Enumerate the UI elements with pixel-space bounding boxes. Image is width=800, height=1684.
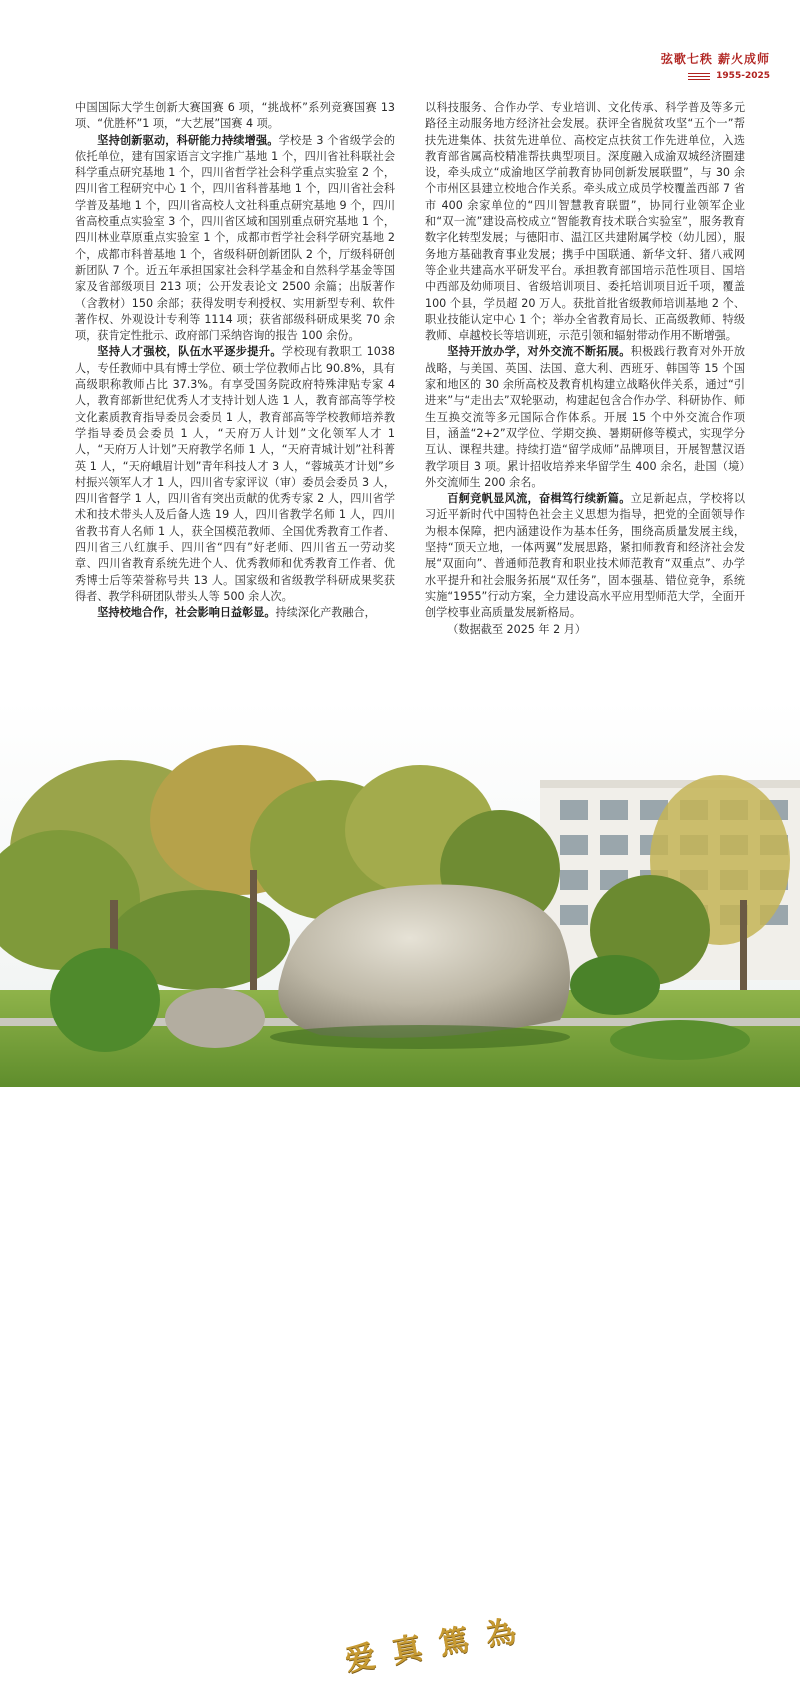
- paragraph-lead: 坚持创新驱动，科研能力持续增强。: [97, 133, 279, 147]
- paragraph: 坚持人才强校，队伍水平逐步提升。学校现有教职工 1038 人，专任教师中具有博士学位、硕士学位教师占比 90.8%，具有高级职称教师占比 37.3%。有享受国务院政府特殊津贴专家 4 人，教育部新世纪优秀人才支持计划人选 1 人，教育部高等学校文化素质教育指导委员会委员 1 人，教育部高等学校教师培养教学指导委员会委员 1 人，“天府万人计划”文化领军人才 1 人，“天府万人计划”天府教学名师 1 人，“天府青城计划”社科菁英 1 人，“天府峨眉计划”青年科技人才 3 人，“蓉城英才计划”乡村振兴领军人才 1 人，四川省专家评议（审）委员会委员 3 人，四川省督学 1 人，四川省有突出贡献的优秀专家 2 人，四川省学术和技术带头人及后备人选 19 人，四川省教学名师 1 人，四川省教书育人名师 1 人，获全国模范教师、全国优秀教育工作者、四川省三八红旗手、四川省“四有”好老师、四川省五一劳动奖章、四川省教育系统先进个人、优秀教师和优秀教育工作者、优秀博士后等荣誉称号共 13 人。国家级和省级教学科研成果奖获得者、教学科研团队带头人等 500 余人次。: [75, 345, 395, 603]
- paragraph-lead: 坚持开放办学，对外交流不断拓展。: [447, 345, 631, 359]
- rock-inscription: [332, 1602, 528, 1684]
- paragraph-lead: 坚持人才强校，队伍水平逐步提升。: [97, 345, 282, 359]
- header-years: 1955-2025: [716, 71, 770, 81]
- paragraph: 坚持开放办学，对外交流不断拓展。积极践行教育对外开放战略，与美国、英国、法国、意大利、西班牙、韩国等 15 个国家和地区的 30 余所高校及教育机构建立战略伙伴关系，通过“引进来”与“走出去”双轮驱动，构建起包含合作办学、科研协作、师生互换交流等多元国际合作体系。开展 15 个中外交流合作项目，涵盖“2+2”双学位、学期交换、暑期研修等模式，实现学分互认、课程共建。持续打造“留学成师”品牌项目，开展智慧汉语教学项目 3 项。累计招收培养来华留学生 400 余名，赴国（境）外交流师生 200 余名。: [425, 345, 746, 489]
- paragraph-lead: 百舸竞帆显风流，奋楫笃行续新篇。: [447, 492, 631, 506]
- inscription-char: 篤: [436, 1622, 472, 1663]
- page-header: [610, 50, 770, 81]
- paragraph: 中国国际大学生创新大赛国赛 6 项，“挑战杯”系列竞赛国赛 13 项、“优胜杯”1 项，“大艺展”国赛 4 项。: [75, 101, 395, 131]
- campus-scene: [0, 700, 800, 1087]
- paragraph: 百舸竞帆显风流，奋楫笃行续新篇。立足新起点，学校将以习近平新时代中国特色社会主义思想为指导，把党的全面领导作为根本保障，把内涵建设作为基本任务，围绕高质量发展主线，坚持“顶天立地，一体两翼”发展思路，紧扣师教育和经济社会发展“双面向”、普通师范教育和职业技术师范教育“双重点”、办学水平提升和社会服务拓展“双任务”，固本强基、错位竞争，系统实施“1955”行动方案，全力建设高水平应用型师范大学，全面开创学校事业高质量发展新格局。: [425, 492, 746, 620]
- data-note: （数据截至 2025 年 2 月）: [447, 622, 587, 636]
- header-decor-lines: [688, 73, 710, 80]
- right-column: [425, 100, 745, 690]
- small-rock: [165, 988, 265, 1048]
- inscription-char: 真: [389, 1630, 426, 1671]
- paragraph: 坚持校地合作，社会影响日益彰显。持续深化产教融合，: [97, 606, 376, 620]
- campus-photo: [0, 700, 800, 1679]
- paragraph: 以科技服务、合作办学、专业培训、文化传承、科学普及等多元路径主动服务地方经济社会发展。获评全省脱贫攻坚“五个一”帮扶先进集体、扶贫先进单位、高校定点扶贫工作先进单位，入选教育部省属高校精准帮扶典型项目。深度融入成渝双城经济圈建设，牵头成立“成渝地区学前教育协同创新发展联盟”，与 30 余个市州区县建立校地合作关系。牵头成立成员学校覆盖西部 7 省市 400 余家单位的“四川智慧教育联盟”，协同行业领军企业和“双一流”建设高校成立“智能教育技术联合实验室”，服务教育数字化转型发展；与德阳市、温江区共建附属学校（幼儿园），服务地方基础教育事业发展；携手中国联通、新华文轩、猪八戒网等企业共建高水平研发平台。承担教育部国培示范性项目、国培中西部及幼师项目、省级培训项目、委托培训项目近千项，覆盖 100 个县，学员超 20 万人。获批首批省级教师培训基地 2 个、职业技能认定中心 1 个；举办全省教育局长、正高级教师、特级教师、卓越校长等培训班，示范引领和辐射带动作用不断增强。: [425, 101, 745, 343]
- bush: [570, 955, 660, 1015]
- header-years-row: [610, 71, 770, 81]
- paragraph-lead: 坚持校地合作，社会影响日益彰显。: [97, 606, 276, 620]
- inscription-char: 為: [482, 1614, 519, 1654]
- header-title: 弦歌七秩 薪火成师: [660, 52, 770, 66]
- article-body: [75, 100, 745, 690]
- bush: [50, 948, 160, 1052]
- left-column: [75, 100, 395, 690]
- inscription-char: 爱: [342, 1638, 379, 1679]
- paragraph: 坚持创新驱动，科研能力持续增强。学校是 3 个省级学会的依托单位，建有国家语言文字推广基地 1 个，四川省社科联社会科学重点研究基地 1 个，四川省哲学社会科学重点实验室 2 个，四川省工程研究中心 1 个，四川省科普基地 1 个，四川省社会科学普及基地 1 个，四川省高校人文社科重点研究基地 9 个，四川省高校重点实验室 3 个，四川省区域和国别重点研究基地 1 个，四川林业草原重点实验室 1 个，成都市哲学社会科学研究基地 2 个，成都市科普基地 1 个，省级科研创新团队 2 个，厅级科研创新团队 7 个。近五年承担国家社会科学基金和自然科学基金等国家及省部级项目 213 项；公开发表论文 2500 余篇；出版著作（含教材）150 余部；获得发明专利授权、实用新型专利、软件著作权、外观设计专利等 1114 项；获省部级科研成果奖 70 余项，获肯定性批示、政府部门采纳咨询的报告 100 余份。: [75, 133, 396, 343]
